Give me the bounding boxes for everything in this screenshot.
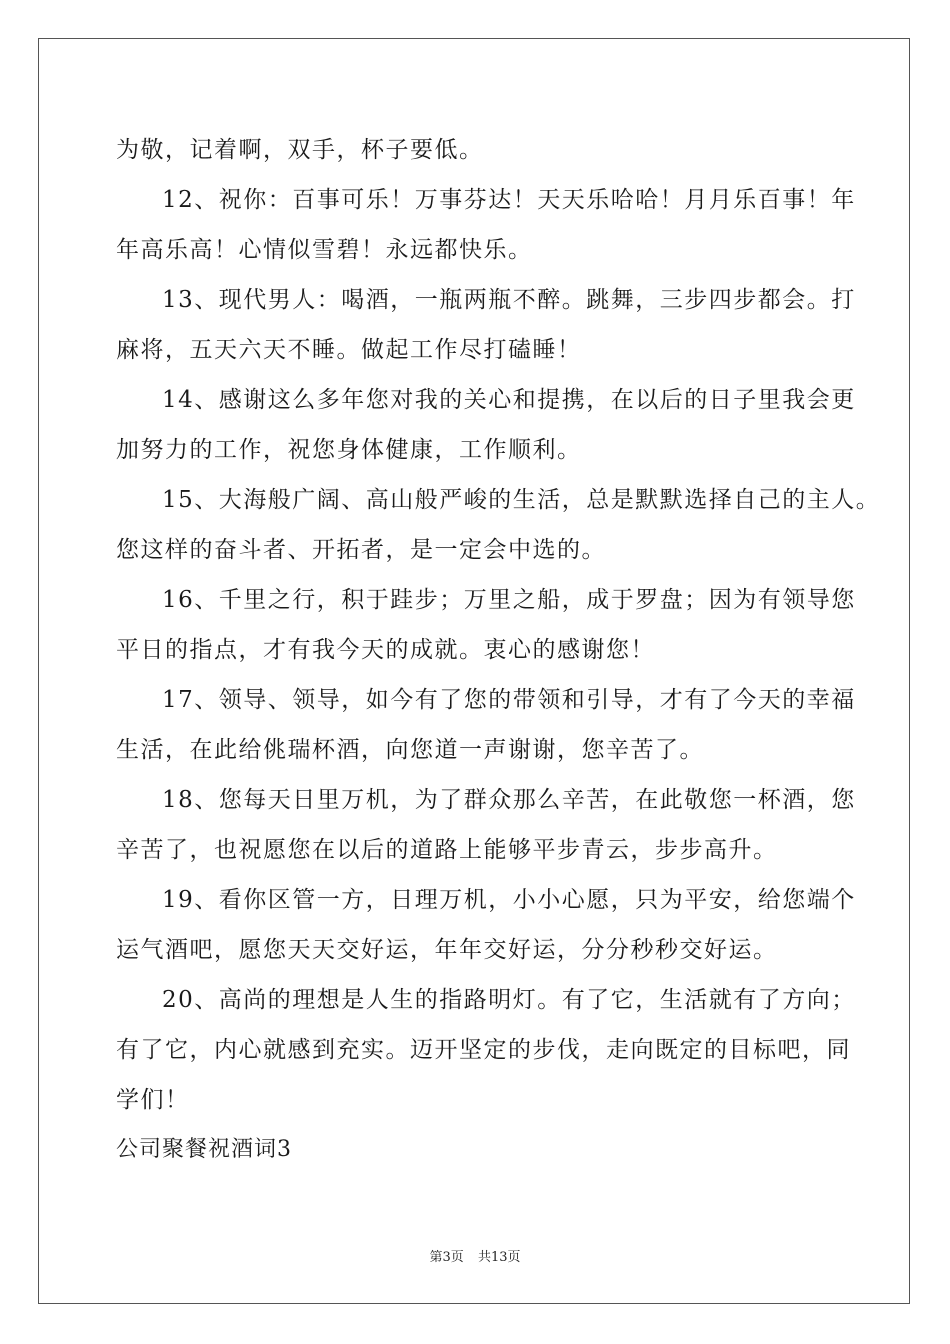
page-total: 共13页 (477, 1250, 521, 1265)
section-heading: 公司聚餐祝酒词3 (116, 1137, 292, 1162)
text-line: 辛苦了，也祝愿您在以后的道路上能够平步青云，步步高升。 (116, 837, 778, 863)
text-line-item-16: 16、千里之行，积于跬步；万里之船，成于罗盘；因为有领导您 (162, 587, 856, 613)
text-line: 平日的指点，才有我今天的成就。衷心的感谢您！ (116, 637, 655, 663)
text-line-item-18: 18、您每天日里万机，为了群众那么辛苦，在此敬您一杯酒，您 (162, 787, 856, 813)
text-line: 麻将，五天六天不睡。做起工作尽打磕睡！ (116, 337, 582, 363)
text-line: 为敬，记着啊，双手，杯子要低。 (116, 137, 484, 163)
text-line-item-13: 13、现代男人：喝酒，一瓶两瓶不醉。跳舞，三步四步都会。打 (162, 287, 856, 313)
text-line-item-20: 20、高尚的理想是人生的指路明灯。有了它，生活就有了方向； (162, 987, 856, 1013)
text-line-item-15: 15、大海般广阔、高山般严峻的生活，总是默默选择自己的主人。 (162, 487, 881, 513)
text-line: 运气酒吧，愿您天天交好运，年年交好运，分分秒秒交好运。 (116, 937, 778, 963)
page-number: 第3页 (429, 1250, 464, 1265)
text-line-item-19: 19、看你区管一方，日理万机，小小心愿，只为平安，给您端个 (162, 887, 856, 913)
page-footer (0, 1246, 950, 1265)
document-body (116, 125, 881, 1175)
text-line: 加努力的工作，祝您身体健康，工作顺利。 (116, 437, 582, 463)
text-line-item-12: 12、祝你：百事可乐！万事芬达！天天乐哈哈！月月乐百事！年 (162, 187, 856, 213)
text-line: 年高乐高！心情似雪碧！永远都快乐。 (116, 237, 533, 263)
text-line: 生活，在此给佻瑞杯酒，向您道一声谢谢，您辛苦了。 (116, 737, 704, 763)
text-line: 您这样的奋斗者、开拓者，是一定会中选的。 (116, 537, 606, 563)
text-line: 有了它，内心就感到充实。迈开坚定的步伐，走向既定的目标吧，同 (116, 1037, 851, 1063)
text-line-item-14: 14、感谢这么多年您对我的关心和提携，在以后的日子里我会更 (162, 387, 856, 413)
text-line-item-17: 17、领导、领导，如今有了您的带领和引导，才有了今天的幸福 (162, 687, 856, 713)
text-line: 学们！ (116, 1087, 190, 1113)
